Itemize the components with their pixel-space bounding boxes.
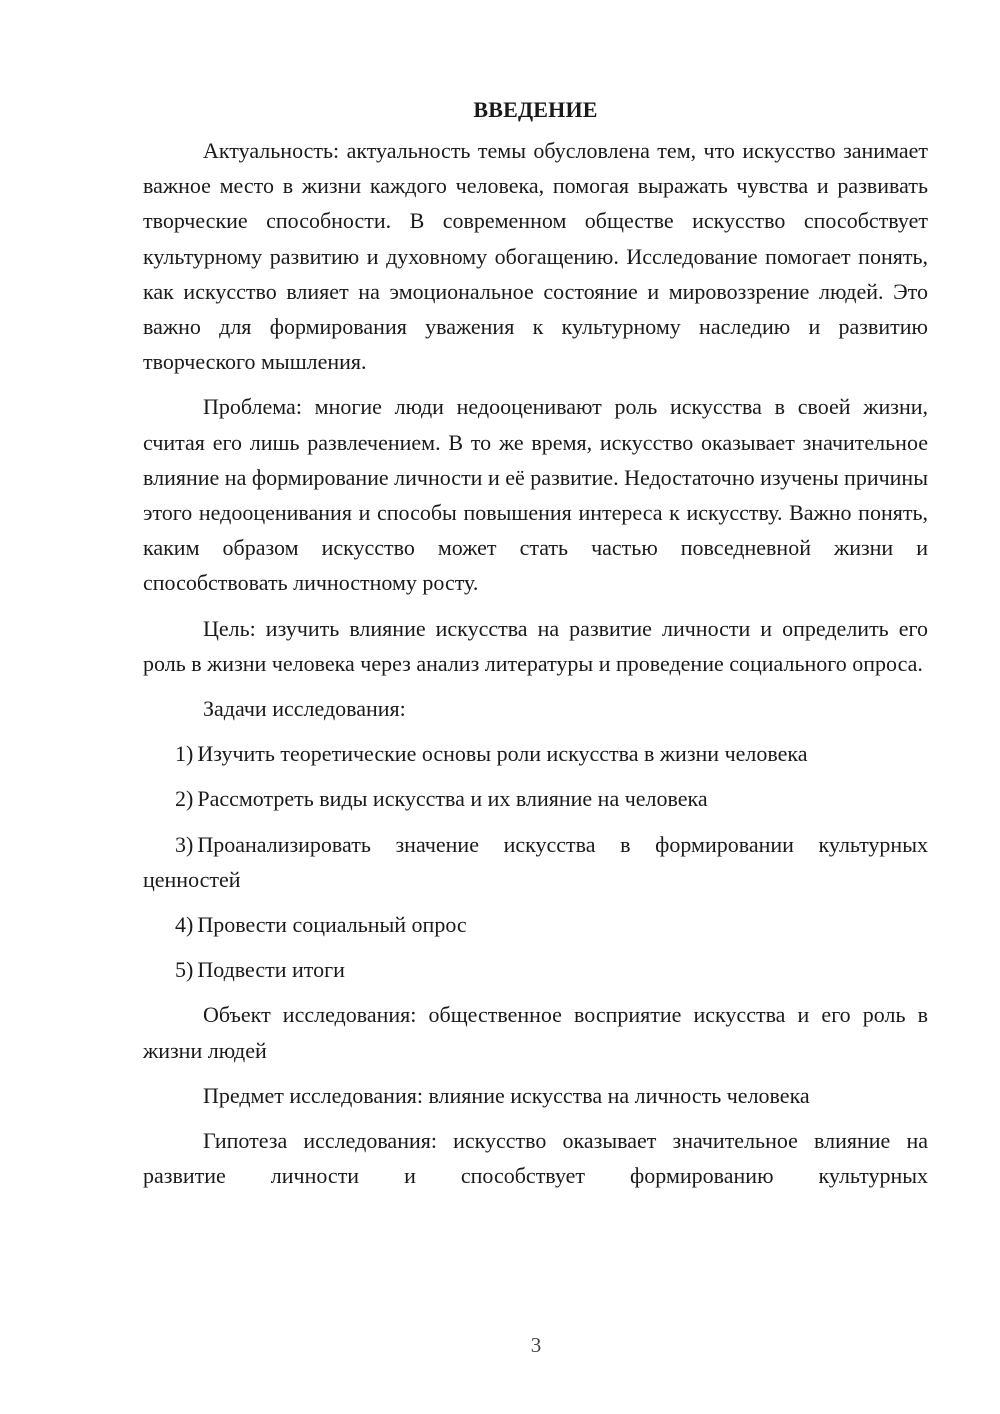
task-text: Провести социальный опрос [197, 912, 467, 938]
task-number: 1) [175, 741, 194, 767]
task-item-2 [143, 781, 928, 816]
page-number: 3 [530, 1333, 542, 1357]
section-title: ВВЕДЕНИЕ [473, 97, 598, 122]
task-item-1 [143, 736, 928, 771]
task-item-4 [143, 907, 928, 942]
task-text: Подвести итоги [197, 957, 345, 983]
paragraph-problem: Проблема: многие люди недооценивают роль искусства в своей жизни, считая его лишь развлечением. В то же время, искусство оказывает значительное влияние на формирование личности и её развитие. Недостаточно изучены причины этого недооценивания и способы повышения интереса к искусству. Важно понять, каким образом искусство может стать частью повседневной жизни и способствовать личностному росту. [143, 394, 928, 596]
task-number: 4) [175, 912, 194, 938]
task-number: 2) [175, 786, 194, 812]
task-number: 3) [175, 831, 194, 857]
paragraph-object: Объект исследования: общественное восприятие искусства и его роль в жизни людей [143, 1002, 928, 1063]
task-text: Изучить теоретические основы роли искусства в жизни человека [197, 741, 808, 767]
task-text: Рассмотреть виды искусства и их влияние на человека [197, 786, 708, 812]
paragraph-tasks-heading: Задачи исследования: [203, 696, 406, 722]
paragraph-relevance: Актуальность: актуальность темы обусловлена тем, что искусство занимает важное место в жизни каждого человека, помогая выражать чувства и развивать творческие способности. В современном обществе искусство способствует культурному развитию и духовному обогащению. Исследование помогает понять, как искусство влияет на эмоциональное состояние и мировоззрение людей. Это важно для формирования уважения к культурному наследию и развитию творческого мышления. [143, 138, 928, 375]
task-item-3 [143, 827, 928, 897]
document-page [143, 92, 928, 1203]
paragraph-goal: Цель: изучить влияние искусства на развитие личности и определить его роль в жизни человека через анализ литературы и проведение социального опроса. [143, 615, 928, 676]
task-item-5 [143, 952, 928, 987]
paragraph-subject: Предмет исследования: влияние искусства на личность человека [203, 1082, 810, 1108]
paragraph-hypothesis: Гипотеза исследования: искусство оказывает значительное влияние на развитие личности и способствует формированию культурных [143, 1128, 928, 1189]
task-text: Проанализировать значение искусства в формировании культурных ценностей [143, 831, 928, 892]
task-number: 5) [175, 957, 194, 983]
